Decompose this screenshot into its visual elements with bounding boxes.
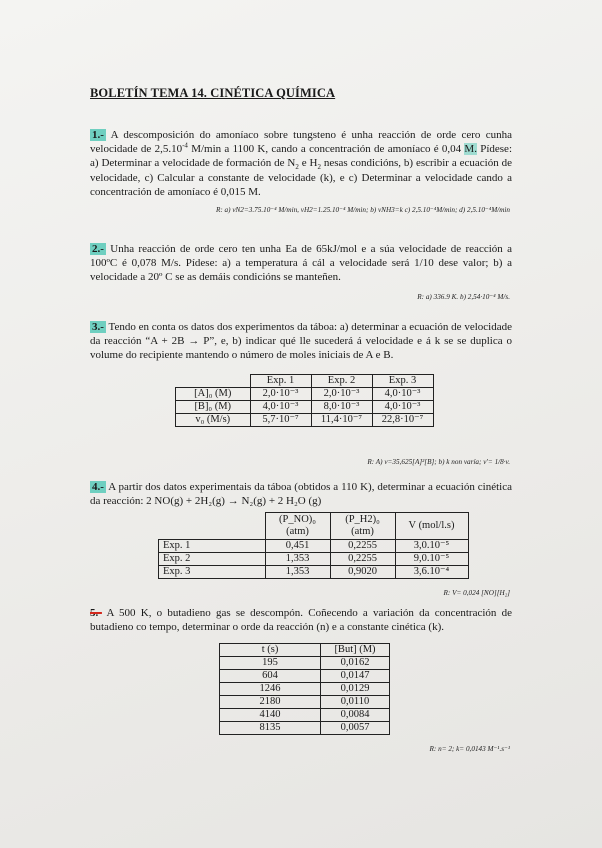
question-4-table: (P_NO)₀ (atm) (P_H2)₀ (atm) V (mol/l.s) Exp. 1 0,451 0,2255 3,0.10⁻⁵ Exp. 2 1,353 0,2255 9,0.10⁻⁵ Exp. 3 1,353 0,9020 3,6.10⁻⁴ — [158, 512, 469, 579]
table-row: [B]₀ (M) 4,0·10⁻³ 8,0·10⁻³ 4,0·10⁻³ — [176, 401, 434, 414]
table-row: Exp. 3 1,353 0,9020 3,6.10⁻⁴ — [159, 565, 469, 578]
question-3-answer: R: A) v=35,625[A]²[B]; b) k non varía; v'= 1/8·v. — [367, 458, 510, 466]
table-row: 8135 0,0057 — [220, 722, 390, 735]
question-1: 1.- A descomposición do amoníaco sobre tungsteno é unha reacción de orde cero cunha velocidade de $2,5.10^{-4}$ M/min a 1100 K, cando a concentración de amoníaco é 0,04 M. Pídese: a) Determinar a velocidade de formación de $N_2$ e $H_2$ nesas condicións, b) escribir a ecuación de velocidade, c) Calcular a constante de velocidade (k), e c) Determinar a velocidade cando a concentración de amoníaco é 0,015 M. — [90, 129, 513, 198]
table-row: Exp. 2 1,353 0,2255 9,0.10⁻⁵ — [159, 552, 469, 565]
question-2-number: 2.- — [92, 243, 104, 255]
question-3: 3.- Tendo en conta os datos dos experimentos da táboa: a) determinar a ecuación de velocidade da reacción “A + 2B → P”, e, b) indicar qué lle sucederá á velocidade e á k se se duplica o volume do recipiente mantendo o número de moles iniciais de A e B. — [90, 321, 512, 362]
table-row: [A]₀ (M) 2,0·10⁻³ 2,0·10⁻³ 4,0·10⁻³ — [176, 388, 434, 401]
question-3-table: Exp. 1 Exp. 2 Exp. 3 [A]₀ (M) 2,0·10⁻³ 2,0·10⁻³ 4,0·10⁻³ [B]₀ (M) 4,0·10⁻³ 8,0·10⁻³ 4,0·10⁻³ v₀ (M/s) 5,7·10⁻⁷ 11,4·10⁻⁷ 22,8·10⁻⁷ — [175, 374, 434, 427]
table-row: v₀ (M/s) 5,7·10⁻⁷ 11,4·10⁻⁷ 22,8·10⁻⁷ — [176, 414, 434, 427]
table-row: 2180 0,0110 — [220, 696, 390, 709]
question-1-answer: R: a) vN2=3.75.10⁻⁴ M/min, vH2=1.25.10⁻⁴ M/min; b) vNH3=k c) 2,5.10⁻⁴M/min; d) 2,5.10⁻⁴M/min — [215, 206, 510, 214]
question-4-number: 4.- — [92, 481, 104, 493]
table-row: 195 0,0162 — [220, 657, 390, 670]
table-row: 1246 0,0129 — [220, 683, 390, 696]
question-2-answer: R: a) 336.9 K. b) 2,54·10⁻⁴ M/s. — [417, 293, 510, 301]
question-4: 4.- A partir dos datos experimentais da táboa (obtidos a 110 K), determinar a ecuación cinética da reacción: 2 NO(g) + 2H₂(g) → N₂(g) + 2 H₂O (g) — [90, 481, 512, 508]
question-5-number: 5.- — [90, 607, 102, 619]
table-row: 4140 0,0084 — [220, 709, 390, 722]
question-2: 2.- Unha reacción de orde cero ten unha Ea de 65kJ/mol e a súa velocidade de reacción a 100ºC é 0,078 M/s. Pídese: a) a temperatura á cál a velocidade será 1/10 dese valor; b) a velocidade a 20º C se as demáis condicións se manteñen. — [90, 243, 512, 284]
question-4-answer: R: V= 0,024 [NO][H₂] — [443, 589, 510, 597]
question-5-answer: R: n= 2; k= 0,0143 M⁻¹.s⁻¹ — [429, 745, 510, 753]
question-5-table: t (s) [But] (M) 195 0,0162 604 0,0147 1246 0,0129 2180 0,0110 4140 0,0084 8135 0,0057 — [219, 643, 390, 735]
question-3-number: 3.- — [92, 321, 104, 333]
question-1-number: 1.- — [92, 129, 104, 141]
table-row: Exp. 1 0,451 0,2255 3,0.10⁻⁵ — [159, 539, 469, 552]
table-row: 604 0,0147 — [220, 670, 390, 683]
question-5: 5.- A 500 K, o butadieno gas se descompón. Coñecendo a variación da concentración de butadieno co tempo, determinar o orde da reacción (n) e a constante cinética (k). — [90, 607, 512, 634]
page-title: BOLETÍN TEMA 14. CINÉTICA QUÍMICA — [90, 86, 336, 100]
